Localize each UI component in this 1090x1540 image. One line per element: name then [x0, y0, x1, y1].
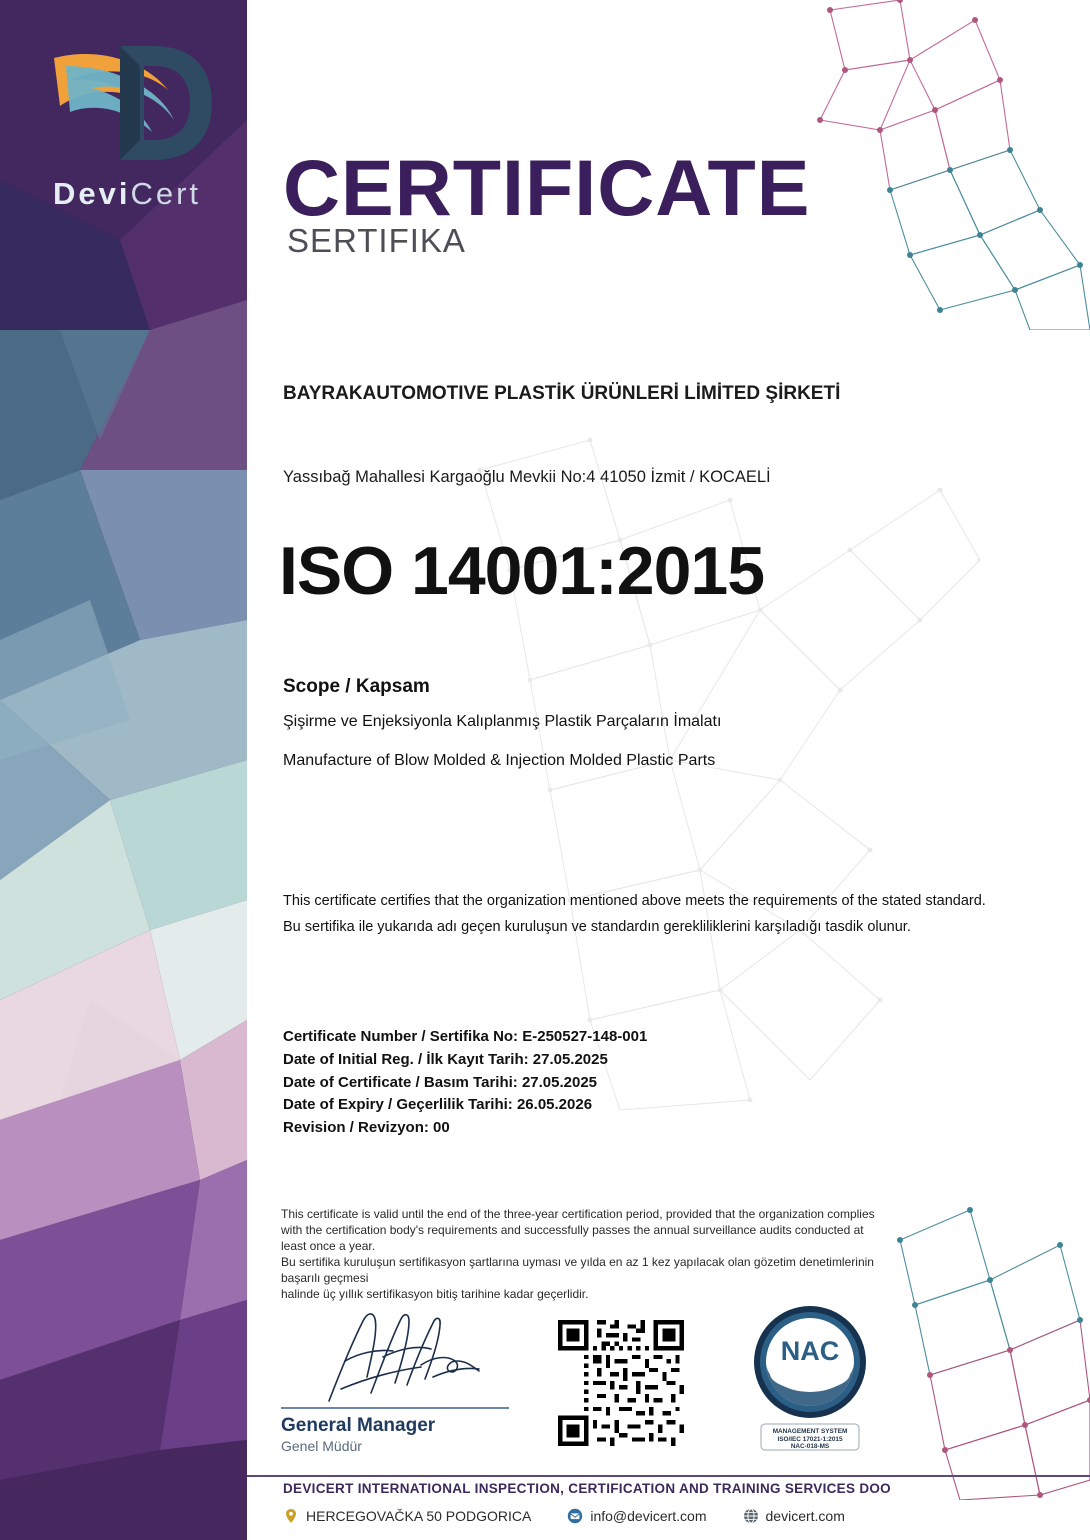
qr-code-icon	[558, 1320, 684, 1446]
nac-seal-line3: NAC-018-MS	[790, 1443, 830, 1450]
company-address: Yassıbağ Mahallesi Kargaoğlu Mevkii No:4 41050 İzmit / KOCAELİ	[283, 468, 771, 486]
detail-initial-registration: Date of Initial Reg. / İlk Kayıt Tarih: 27.05.2025	[283, 1050, 608, 1068]
validity-turkish-line-2: halinde üç yıllık sertifikasyon bitiş tarihine kadar geçerlidir.	[281, 1286, 589, 1301]
footer-email-item[interactable]	[567, 1508, 706, 1524]
footer-website-item[interactable]	[743, 1508, 845, 1524]
company-name: BAYRAKAUTOMOTIVE PLASTİK ÜRÜNLERİ LİMİTED ŞİRKETİ	[283, 383, 841, 404]
location-pin-icon	[283, 1508, 299, 1524]
logo-wordmark-bold: Devi	[52, 176, 131, 211]
logo-wordmark	[14, 176, 240, 212]
footer-address-item	[283, 1508, 531, 1524]
scope-text-english: Manufacture of Blow Molded & Injection Molded Plastic Parts	[283, 752, 716, 769]
nac-seal-line1: MANAGEMENT SYSTEM	[772, 1428, 848, 1435]
signatory-title-turkish: Genel Müdür	[281, 1438, 362, 1454]
footer-company-name: DEVICERT INTERNATIONAL INSPECTION, CERTIFICATION AND TRAINING SERVICES DOO	[283, 1481, 891, 1496]
signatory-title: General Manager	[281, 1415, 436, 1436]
statement-english: This certificate certifies that the organization mentioned above meets the requirements of the stated standard.	[283, 893, 986, 909]
detail-certificate-date: Date of Certificate / Basım Tarihi: 27.05.2025	[283, 1073, 598, 1091]
footer-email-text: info@devicert.com	[590, 1508, 707, 1524]
nac-seal-line2: ISO/IEC 17021-1:2015	[777, 1436, 843, 1443]
handwritten-signature-icon	[321, 1305, 491, 1405]
detail-revision: Revision / Revizyon: 00	[283, 1119, 450, 1137]
qr-code[interactable]	[558, 1320, 684, 1446]
detail-certificate-number: Certificate Number / Sertifika No: E-250527-148-001	[283, 1028, 648, 1045]
certificate-details	[283, 1026, 647, 1140]
devicert-logo	[8, 28, 240, 218]
certificate-subtitle: SERTIFIKA	[287, 222, 466, 259]
footer-address-text: HERCEGOVAČKA 50 PODGORICA	[306, 1508, 532, 1524]
validity-english-line-3: least once a year.	[281, 1238, 376, 1253]
logo-wordmark-light: Cert	[130, 176, 202, 211]
nac-seal-name: NAC	[780, 1336, 840, 1366]
scope-heading: Scope / Kapsam	[283, 676, 430, 697]
left-decorative-panel	[0, 0, 247, 1540]
signature-rule	[281, 1407, 509, 1409]
certificate-title: CERTIFICATE	[283, 143, 811, 232]
globe-icon	[743, 1508, 759, 1524]
statement-turkish: Bu sertifika ile yukarıda adı geçen kuruluşun ve standardın gerekliliklerini karşıladığı tasdik olunur.	[283, 919, 911, 935]
devicert-swoosh-logo-icon	[8, 28, 240, 178]
envelope-icon	[567, 1508, 583, 1524]
scope-text-turkish: Şişirme ve Enjeksiyonla Kalıplanmış Plastik Parçaların İmalatı	[283, 713, 722, 730]
validity-note	[281, 1207, 901, 1303]
footer-contact-row	[283, 1508, 845, 1524]
footer-website-text: devicert.com	[765, 1508, 845, 1524]
validity-turkish-line-1: Bu sertifika kuruluşun sertifikasyon şartlarına uyması ve yılda en az 1 kez yapılacak olan gözetim denetimlerinin başarılı geçmesi	[281, 1254, 874, 1285]
detail-expiry-date: Date of Expiry / Geçerlilik Tarihi: 26.05.2026	[283, 1096, 593, 1114]
validity-english-line-2: with the certification body's requirements and successfully passes the annual surveillance audits conducted at	[281, 1222, 864, 1237]
standard-name: ISO 14001:2015	[279, 533, 765, 609]
nac-accreditation-seal	[745, 1300, 875, 1460]
mosaic-graphic	[0, 0, 247, 1540]
validity-english-line-1: This certificate is valid until the end of the three-year certification period, provided that the organization complies	[281, 1207, 875, 1221]
nac-seal-icon	[745, 1300, 875, 1460]
signature-block	[281, 1305, 511, 1454]
footer-divider	[247, 1475, 1090, 1477]
